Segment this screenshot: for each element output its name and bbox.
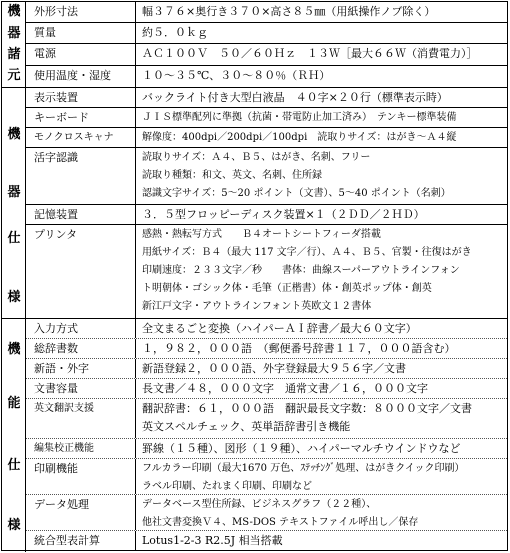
spec-row <box>26 66 507 88</box>
spec-value: 他社文書変換Ｖ４、MS-DOS テキストファイル呼出し／保存 <box>142 517 419 528</box>
spec-value: バックライト付き大型白液晶 ４０字×２０行（標準表示時） <box>142 91 448 104</box>
spec-row <box>26 225 507 319</box>
spec-label: 入力方式 <box>34 322 78 335</box>
category-char: 機 <box>7 127 21 142</box>
spec-value: Lotus1-2-3 R2.5J 相当搭載 <box>142 534 283 547</box>
spec-row <box>26 88 507 108</box>
spec-label: 文書容量 <box>34 382 78 395</box>
spec-value: 罫線（１５種）、図形（１９種）、ハイパーマルチウインドウなど <box>142 442 461 455</box>
spec-row <box>26 128 507 148</box>
category-kiki <box>2 2 26 88</box>
spec-value: 翻訳辞書：６１，０００語 翻訳最長文字数：８０００文字／文書 <box>142 402 472 415</box>
spec-label: 使用温度・湿度 <box>34 69 111 82</box>
spec-value: 感熱・熱転写方式 Ｂ４オートシートフィーダ搭載 <box>142 229 381 240</box>
category-char: 器 <box>7 185 21 200</box>
spec-row <box>26 44 507 66</box>
spec-label: 英文翻訳支援 <box>34 403 94 414</box>
spec-value: 読取り種類：和文、英文、名刺、住所録 <box>142 170 322 181</box>
spec-label: データ処理 <box>34 498 89 511</box>
spec-label: 統合型表計算 <box>34 534 100 547</box>
category-char: 能 <box>7 396 21 411</box>
category-char: 様 <box>7 290 21 305</box>
spec-row <box>26 148 507 205</box>
category-char: 仕 <box>7 458 21 473</box>
spec-value: ＪＩＳ標準配列に準拠（抗菌・帯電防止加工済み） テンキー標準装備 <box>142 112 457 123</box>
spec-value: ラベル印刷、たれまく印刷、印刷など <box>142 481 312 492</box>
spec-row <box>26 108 507 128</box>
category-char: 様 <box>7 518 21 533</box>
category-kiki-shiyo <box>2 88 26 319</box>
spec-row <box>26 459 507 495</box>
spec-value: データベース型住所録、ビジネスグラフ（２２種）、 <box>142 499 377 510</box>
spec-value: １０～３５℃、３０～８０％（ＲＨ） <box>142 69 331 82</box>
spec-row <box>26 339 507 359</box>
spec-label: 記憶装置 <box>34 208 78 221</box>
category-char: 機 <box>7 4 21 19</box>
spec-label: 電源 <box>34 47 56 60</box>
spec-label: 総辞書数 <box>34 342 78 355</box>
spec-value: ＡＣ１００Ｖ ５０／６０Ｈｚ １３Ｗ［最大６６Ｗ（消費電力）］ <box>142 47 478 60</box>
spec-label: 印刷機能 <box>34 462 78 475</box>
spec-row <box>26 495 507 531</box>
category-char: 諸 <box>7 47 21 62</box>
spec-table <box>1 1 508 551</box>
spec-value: ３．５型フロッピーディスク装置×１（２ＤＤ／２ＨＤ） <box>142 208 425 221</box>
spec-value: 約５．０ｋｇ <box>142 26 208 39</box>
spec-row <box>26 2 507 23</box>
spec-row <box>26 359 507 379</box>
category-kino-shiyo <box>2 319 26 552</box>
spec-value: 新江戸文字・アウトラインフォント英欧文１２書体 <box>142 301 372 312</box>
spec-value: 新語登録２，０００語、外字登録最大９５６字／文書 <box>142 362 406 375</box>
spec-row <box>26 379 507 399</box>
spec-row <box>26 205 507 225</box>
spec-row <box>26 399 507 439</box>
category-char: 機 <box>7 342 21 357</box>
spec-label: プリンタ <box>34 228 78 241</box>
spec-row <box>26 319 507 339</box>
spec-label: 質量 <box>34 26 56 39</box>
spec-value: １，９８２，０００語 （郵便番号辞書１１７，０００語含む） <box>142 342 456 355</box>
spec-value: 読取りサイズ：Ａ４、Ｂ５、はがき、名刺、フリー <box>142 152 371 163</box>
category-char: 仕 <box>7 231 21 246</box>
spec-row <box>26 439 507 459</box>
category-char: 元 <box>7 68 21 83</box>
spec-value: 長文書／４８，０００文字 通常文書／１６，０００文字 <box>142 382 428 395</box>
spec-value: 認識文字サイズ：5～20 ポイント（文書）、5～40 ポイント（名刺） <box>142 188 451 199</box>
spec-value: 印刷速度：２３３文字／秒 書体：曲線スーパーアウトラインフォン <box>142 265 460 276</box>
spec-row <box>26 23 507 44</box>
spec-label: 編集校正機能 <box>34 443 94 454</box>
spec-value: 幅３７６×奥行き３７０×高さ８５㎜（用紙操作ノブ除く） <box>142 5 436 18</box>
spec-label: 新語・外字 <box>34 362 89 375</box>
spec-value: 全文まるごと変換（ハイパーＡＩ辞書／最大６０文字） <box>142 322 417 335</box>
category-char: 器 <box>7 26 21 41</box>
spec-value: 用紙サイズ：Ｂ４（最大 117 文字／行）、Ａ４、Ｂ５、官製・往復はがき <box>142 247 472 258</box>
spec-label: モノクロスキャナ <box>34 132 114 143</box>
spec-label: 活字認識 <box>34 151 78 164</box>
spec-label: 表示装置 <box>34 91 78 104</box>
spec-label: 外形寸法 <box>34 5 78 18</box>
spec-value: フルカラー印刷（最大1670 万色、ｽﾃｯﾁﾝｸﾞ処理、はがきクイック印刷） <box>142 463 465 474</box>
spec-label: キーボード <box>34 111 89 124</box>
spec-value: 解像度：400dpi／200dpi／100dpi 読取りサイズ：はがき～Ａ４縦 <box>142 132 457 143</box>
spec-value: 英文スペルチェック、英単語辞書引き機能 <box>142 420 351 433</box>
spec-value: ト明朝体・ゴシック体・毛筆（正楷書）体・創英ポップ体・創英 <box>142 283 432 294</box>
spec-row <box>26 531 507 550</box>
